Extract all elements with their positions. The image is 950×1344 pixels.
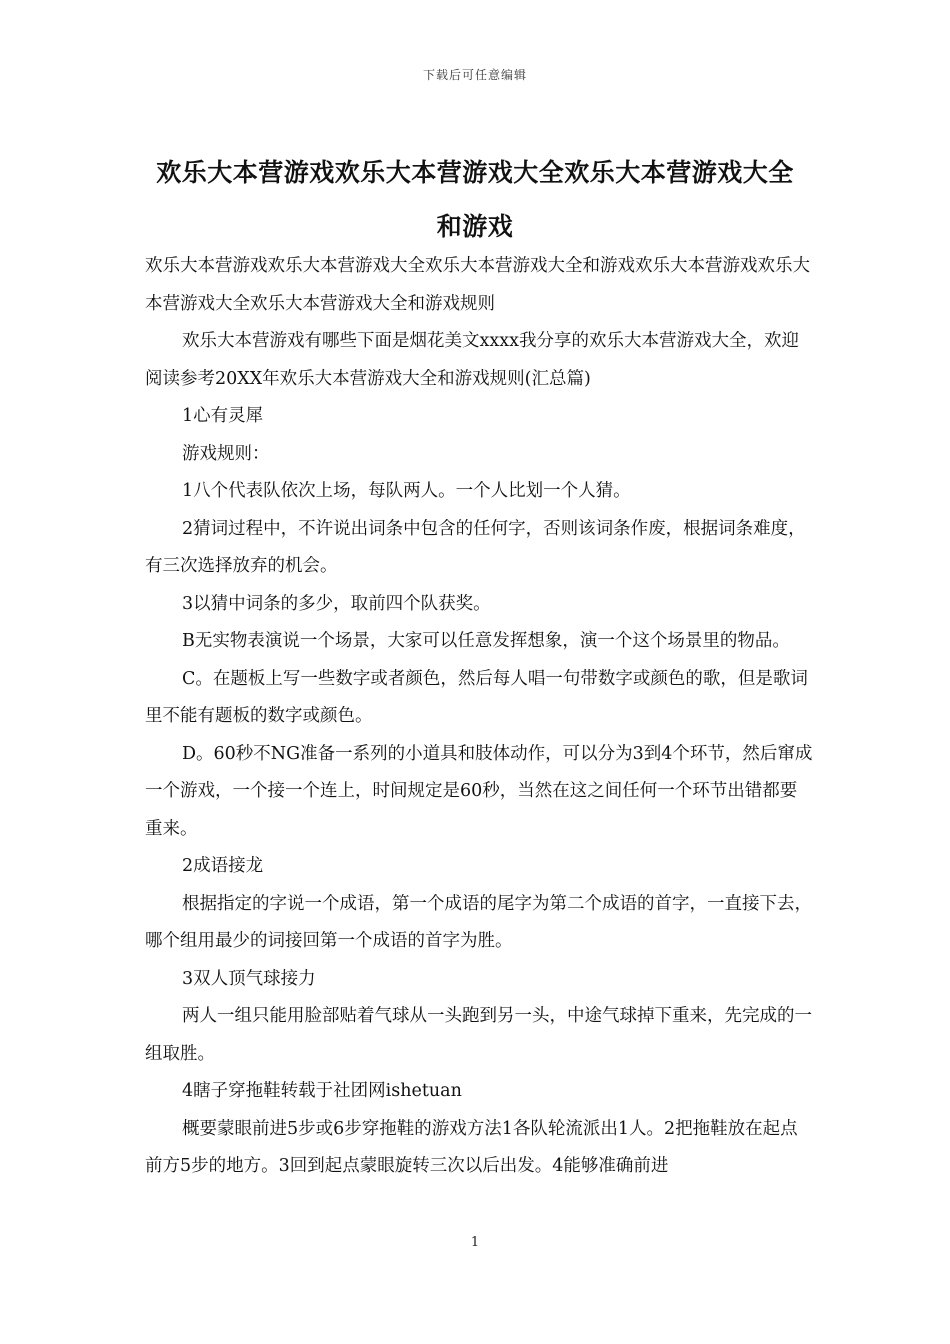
paragraph: 概要蒙眼前进5步或6步穿拖鞋的游戏方法1各队轮流派出1人。2把拖鞋放在起点前方5步的地方。3回到起点蒙眼旋转三次以后出发。4能够准确前进 — [145, 1118, 798, 1176]
section-heading: 3双人顶气球接力 — [182, 968, 316, 989]
paragraph: 3以猜中词条的多少，取前四个队获奖。 — [182, 593, 491, 614]
paragraph: 2猜词过程中，不许说出词条中包含的任何字，否则该词条作废，根据词条难度，有三次选择放弃的机会。 — [145, 518, 806, 576]
page-number: 1 — [470, 1235, 480, 1250]
title-line-2: 和游戏 — [436, 212, 514, 241]
paragraph: 两人一组只能用脸部贴着气球从一头跑到另一头，中途气球掉下重来，先完成的一组取胜。 — [145, 1006, 812, 1064]
paragraph: 欢乐大本营游戏欢乐大本营游戏大全欢乐大本营游戏大全和游戏欢乐大本营游戏欢乐大本营游戏大全欢乐大本营游戏大全和游戏规则 — [145, 256, 810, 314]
paragraph: D。60秒不NG准备一系列的小道具和肢体动作，可以分为3到4个环节，然后窜成一个游戏，一个接一个连上，时间规定是60秒，当然在这之间任何一个环节出错都要重来。 — [145, 743, 813, 839]
section-heading: 1心有灵犀 — [182, 406, 264, 426]
paragraph: 游戏规则： — [182, 443, 270, 464]
section-heading: 2成语接龙 — [182, 856, 264, 876]
title-line-1: 欢乐大本营游戏欢乐大本营游戏大全欢乐大本营游戏大全 — [156, 158, 794, 187]
paragraph: 1八个代表队依次上场，每队两人。一个人比划一个人猜。 — [182, 481, 631, 501]
paragraph: 根据指定的字说一个成语，第一个成语的尾字为第二个成语的首字，一直接下去，哪个组用最少的词接回第一个成语的首字为胜。 — [145, 893, 812, 951]
document-body — [145, 248, 813, 1186]
header-note: 下载后可任意编辑 — [422, 68, 527, 82]
paragraph: 欢乐大本营游戏有哪些下面是烟花美文xxxx我分享的欢乐大本营游戏大全，欢迎阅读参考20XX年欢乐大本营游戏大全和游戏规则(汇总篇) — [145, 331, 799, 389]
section-heading: 4瞎子穿拖鞋转载于社团网ishetuan — [182, 1081, 462, 1101]
document-title — [145, 146, 805, 254]
paragraph: C。在题板上写一些数字或者颜色，然后每人唱一句带数字或颜色的歌，但是歌词里不能有题板的数字或颜色。 — [145, 668, 808, 726]
paragraph: B无实物表演说一个场景，大家可以任意发挥想象，演一个这个场景里的物品。 — [182, 631, 790, 651]
